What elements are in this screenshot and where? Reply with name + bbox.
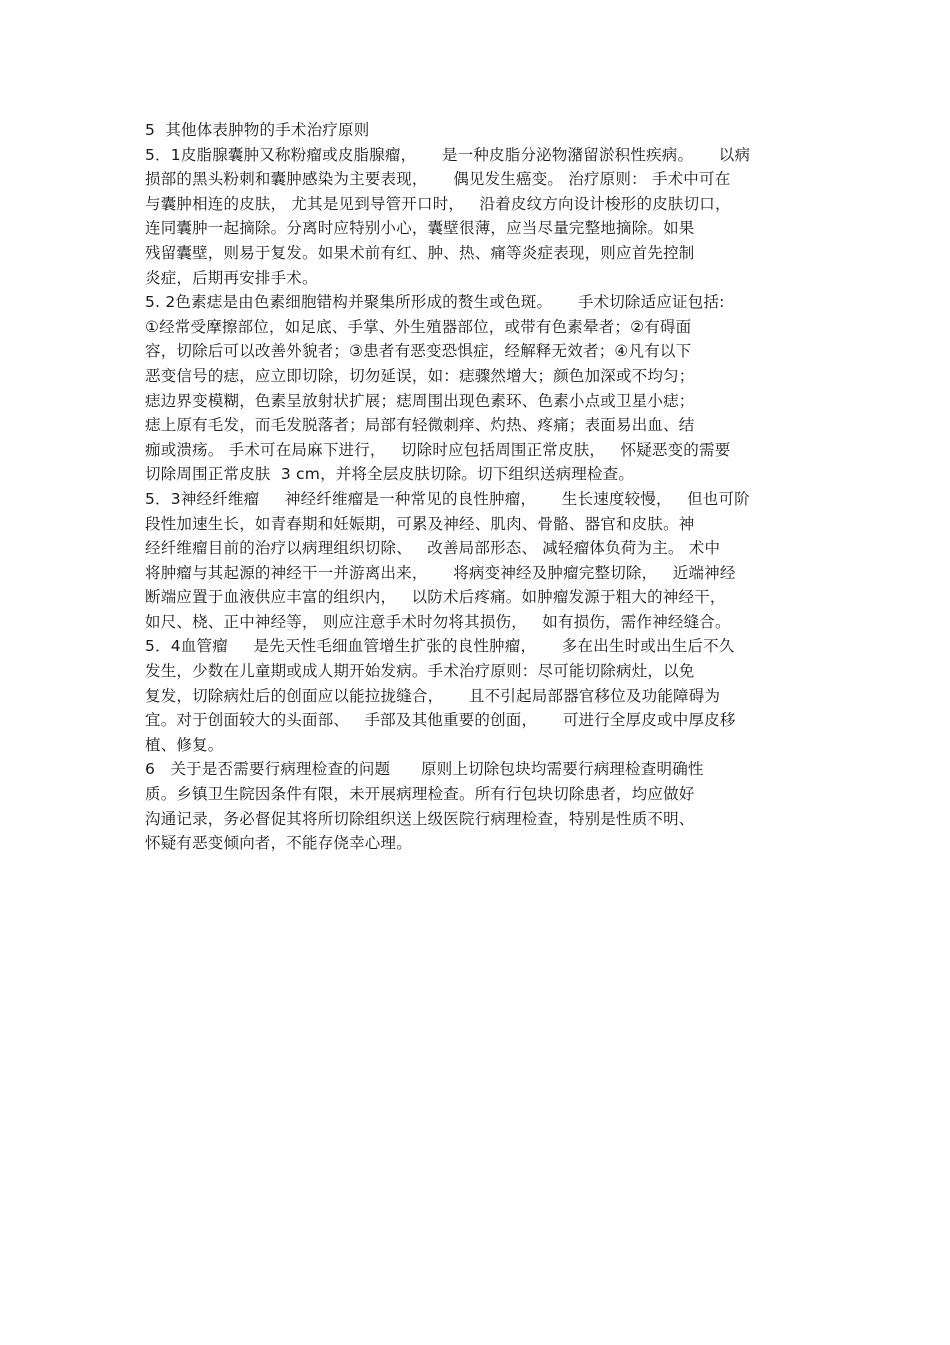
paragraph-5-2-line: 痂或溃疡。 手术可在局麻下进行， 切除时应包括周围正常皮肤， 怀疑恶变的需要 bbox=[145, 440, 731, 459]
paragraph-5-1-line: 炎症，后期再安排手术。 bbox=[145, 268, 318, 287]
paragraph-5-1-line: 5．1皮脂腺囊肿又称粉瘤或皮脂腺瘤， 是一种皮脂分泌物潴留淤积性疾病。 以病 bbox=[145, 145, 751, 164]
paragraph-5-1-line: 连同囊肿一起摘除。分离时应特别小心，囊壁很薄，应当尽量完整地摘除。如果 bbox=[145, 219, 695, 238]
paragraph-5-4-line: 植、修复。 bbox=[145, 735, 224, 754]
paragraph-5-4-line: 发生，少数在儿童期或成人期开始发病。手术治疗原则：尽可能切除病灶，以免 bbox=[145, 662, 695, 681]
paragraph-5-1-line: 损部的黑头粉刺和囊肿感染为主要表现， 偶见发生癌变。 治疗原则： 手术中可在 bbox=[145, 170, 731, 189]
document-body bbox=[145, 118, 810, 856]
section-heading: 5 其他体表肿物的手术治疗原则 bbox=[145, 121, 370, 139]
paragraph-5-3-line: 断端应置于血液供应丰富的组织内， 以防术后疼痛。如肿瘤发源于粗大的神经干， bbox=[145, 588, 726, 607]
paragraph-5-1-line: 与囊肿相连的皮肤， 尤其是见到导管开口时， 沿着皮纹方向设计梭形的皮肤切口， bbox=[145, 194, 731, 213]
paragraph-6-line: 怀疑有恶变倾向者，不能存侥幸心理。 bbox=[145, 834, 412, 853]
paragraph-6-line: 6 关于是否需要行病理检查的问题 原则上切除包块均需要行病理检查明确性 bbox=[145, 760, 704, 779]
paragraph-5-2-line: 恶变信号的痣，应立即切除，切勿延误，如：痣骤然增大；颜色加深或不均匀； bbox=[145, 366, 695, 385]
paragraph-6-line: 沟通记录，务必督促其将所切除组织送上级医院行病理检查，特别是性质不明、 bbox=[145, 809, 695, 828]
paragraph-5-2-line: 5. 2色素痣是由色素细胞错构并聚集所形成的赘生或色斑。 手术切除适应证包括: bbox=[145, 293, 725, 312]
paragraph-5-2-line: ①经常受摩擦部位，如足底、手掌、外生殖器部位，或带有色素晕者；②有碍面 bbox=[145, 317, 692, 336]
paragraph-6-line: 质。乡镇卫生院因条件有限，未开展病理检查。所有行包块切除患者，均应做好 bbox=[145, 785, 695, 804]
paragraph-5-1-line: 残留囊壁，则易于复发。如果术前有红、肿、热、痛等炎症表现，则应首先控制 bbox=[145, 243, 695, 262]
paragraph-5-3-line: 经纤维瘤目前的治疗以病理组织切除、 改善局部形态、 减轻瘤体负荷为主。 术中 bbox=[145, 539, 721, 558]
paragraph-5-2-line: 切除周围正常皮肤 3 cm，并将全层皮肤切除。切下组织送病理检查。 bbox=[145, 465, 635, 484]
paragraph-5-3-line: 段性加速生长，如青春期和妊娠期，可累及神经、肌肉、骨骼、器官和皮肤。神 bbox=[145, 514, 695, 533]
paragraph-5-2-line: 痣边界变模糊，色素呈放射状扩展；痣周围出现色素环、色素小点或卫星小痣； bbox=[145, 391, 695, 410]
paragraph-5-2-line: 痣上原有毛发，而毛发脱落者；局部有轻微刺痒、灼热、疼痛；表面易出血、结 bbox=[145, 416, 695, 435]
paragraph-5-2-line: 容，切除后可以改善外貌者；③患者有恶变恐惧症，经解释无效者；④凡有以下 bbox=[145, 342, 692, 361]
paragraph-5-4-line: 5．4血管瘤 是先天性毛细血管增生扩张的良性肿瘤， 多在出生时或出生后不久 bbox=[145, 637, 735, 656]
paragraph-5-4-line: 复发，切除病灶后的创面应以能拉拢缝合， 且不引起局部器官移位及功能障碍为 bbox=[145, 686, 721, 705]
paragraph-5-3-line: 如尺、桡、正中神经等， 则应注意手术时勿将其损伤， 如有损伤，需作神经缝合。 bbox=[145, 612, 731, 631]
paragraph-5-3-line: 将肿瘤与其起源的神经干一并游离出来， 将病变神经及肿瘤完整切除， 近端神经 bbox=[145, 563, 736, 582]
paragraph-5-3-line: 5．3神经纤维瘤 神经纤维瘤是一种常见的良性肿瘤， 生长速度较慢， 但也可阶 bbox=[145, 489, 750, 508]
paragraph-5-4-line: 宜。对于创面较大的头面部、 手部及其他重要的创面， 可进行全厚皮或中厚皮移 bbox=[145, 711, 736, 730]
